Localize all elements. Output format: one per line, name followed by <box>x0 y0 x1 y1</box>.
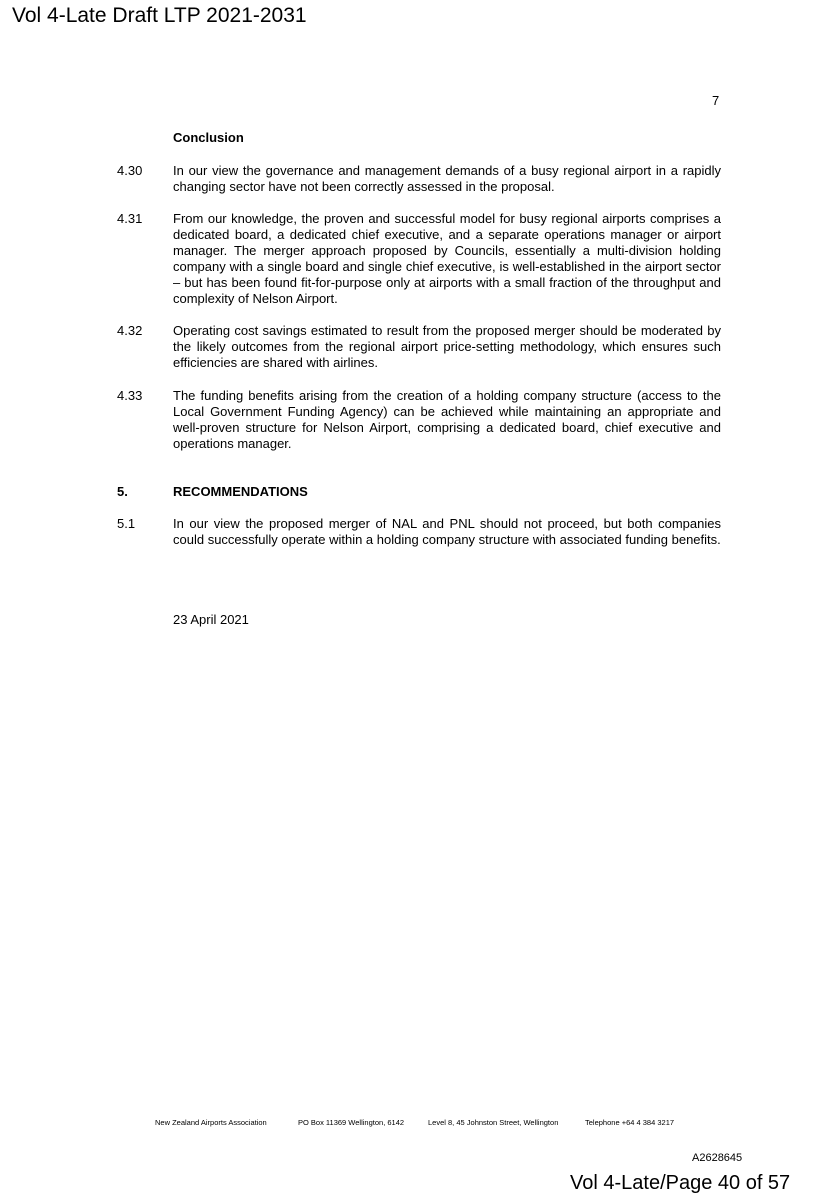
document-date: 23 April 2021 <box>173 612 249 627</box>
document-header-title: Vol 4-Late Draft LTP 2021-2031 <box>12 4 307 27</box>
section-number: 5. <box>117 484 128 499</box>
conclusion-heading: Conclusion <box>173 130 244 145</box>
paragraph-number: 4.31 <box>117 211 143 226</box>
footer-org: New Zealand Airports Association <box>155 1118 267 1127</box>
paragraph-text: In our view the governance and management demands of a busy regional airport in a rapidly changing sector have not been correctly assessed in the proposal. <box>173 163 721 194</box>
document-reference: A2628645 <box>692 1152 743 1164</box>
footer-telephone: Telephone +64 4 384 3217 <box>585 1118 675 1127</box>
paragraph-number: 4.33 <box>117 388 143 403</box>
section-title: RECOMMENDATIONS <box>173 484 308 499</box>
paragraph-text: From our knowledge, the proven and successful model for busy regional airports comprises a dedicated board, a dedicated chief executive, and a separate operations manager or airport manager. The merger approach proposed by Councils, essentially a multi-division holding company with a single board and single chief executive, is well-established in the airport sector – but has been found fit-for-purpose only at airports with a small fraction of the throughput and complexity of Nelson Airport. <box>173 211 721 306</box>
footer-address: Level 8, 45 Johnston Street, Wellington <box>428 1118 559 1127</box>
paragraph-text: Operating cost savings estimated to result from the proposed merger should be moderated by the likely outcomes from the regional airport price-setting methodology, which ensures such efficiencies are shared with airlines. <box>173 323 721 370</box>
paragraph-text: In our view the proposed merger of NAL and PNL should not proceed, but both companies could successfully operate within a holding company structure with associated funding benefits. <box>173 516 721 547</box>
paragraph-number: 4.30 <box>117 163 143 178</box>
paragraph-text: The funding benefits arising from the creation of a holding company structure (access to the Local Government Funding Agency) can be achieved while maintaining an appropriate and well-proven structure for Nelson Airport, comprising a dedicated board, chief executive and operations manager. <box>173 388 721 451</box>
footer-po-box: PO Box 11369 Wellington, 6142 <box>298 1118 405 1127</box>
paragraph-number: 4.32 <box>117 323 143 338</box>
paragraph-number: 5.1 <box>117 516 136 531</box>
page-number: 7 <box>712 93 720 108</box>
footer-page-label: Vol 4-Late/Page 40 of 57 <box>570 1172 791 1194</box>
